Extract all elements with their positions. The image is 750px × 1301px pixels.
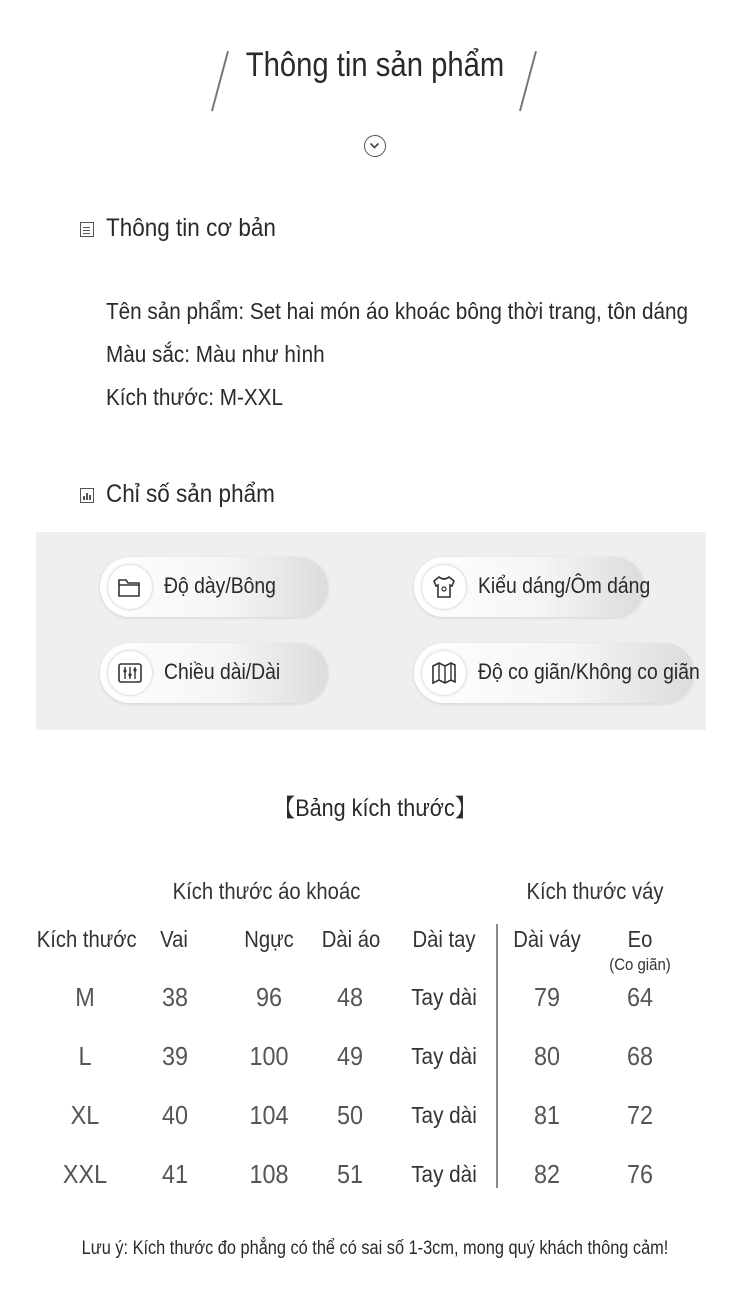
table-cell: 68 xyxy=(626,1041,654,1071)
table-cell: 49 xyxy=(336,1041,364,1071)
chevron-down-icon xyxy=(364,135,386,157)
table-cell: 72 xyxy=(626,1100,654,1130)
table-cell: 96 xyxy=(255,982,283,1012)
table-cell: 50 xyxy=(336,1100,364,1130)
waist-note: (Co giãn) xyxy=(609,955,671,974)
map-icon xyxy=(422,651,466,695)
skirt-group-heading: Kích thước váy xyxy=(526,878,664,904)
index-item-stretch xyxy=(414,643,700,703)
table-cell: 64 xyxy=(626,982,654,1012)
table-cell: 41 xyxy=(161,1159,189,1189)
table-cell: 76 xyxy=(626,1159,654,1189)
info-color: Màu sắc: Màu như hình xyxy=(106,341,325,367)
index-label: Độ dày/Bông xyxy=(164,573,276,598)
col-sleeve: Dài tay xyxy=(412,926,476,952)
table-cell: 39 xyxy=(161,1041,189,1071)
table-cell: XL xyxy=(70,1100,100,1130)
table-cell: 79 xyxy=(533,982,561,1012)
page-title: Thông tin sản phẩm xyxy=(245,46,505,84)
table-cell: 100 xyxy=(249,1041,289,1071)
table-cell: 48 xyxy=(336,982,364,1012)
table-cell: 40 xyxy=(161,1100,189,1130)
index-item-thickness xyxy=(100,557,328,617)
product-index-panel xyxy=(36,532,706,730)
table-cell: 104 xyxy=(249,1100,289,1130)
folder-icon xyxy=(108,565,152,609)
index-item-fit xyxy=(414,557,651,617)
col-size: Kích thước xyxy=(36,926,137,952)
info-product-name: Tên sản phẩm: Set hai món áo khoác bông thời trang, tôn dáng xyxy=(106,298,689,324)
col-chest: Ngực xyxy=(244,926,294,952)
basic-info-heading: Thông tin cơ bản xyxy=(106,214,276,242)
table-cell: M xyxy=(75,982,95,1012)
product-index-heading: Chỉ số sản phẩm xyxy=(106,480,275,508)
col-shoulder: Vai xyxy=(160,926,188,952)
index-label: Độ co giãn/Không co giãn xyxy=(478,659,700,684)
table-divider xyxy=(496,924,498,1188)
index-label: Chiều dài/Dài xyxy=(164,659,281,684)
document-icon xyxy=(80,222,94,237)
ruler-icon xyxy=(108,651,152,695)
footer-note: Lưu ý: Kích thước đo phẳng có thể có sai số 1-3cm, mong quý khách thông cảm! xyxy=(81,1238,669,1259)
table-cell: Tay dài xyxy=(411,1043,477,1069)
table-cell: Tay dài xyxy=(411,984,477,1010)
col-waist: Eo xyxy=(627,926,653,952)
shirt-icon xyxy=(422,565,466,609)
table-cell: 51 xyxy=(336,1159,364,1189)
table-cell: 80 xyxy=(533,1041,561,1071)
table-cell: L xyxy=(78,1041,92,1071)
table-cell: 81 xyxy=(533,1100,561,1130)
table-cell: 38 xyxy=(161,982,189,1012)
table-cell: Tay dài xyxy=(411,1102,477,1128)
coat-group-heading: Kích thước áo khoác xyxy=(172,878,361,904)
chart-icon xyxy=(80,488,94,503)
table-cell: 82 xyxy=(533,1159,561,1189)
col-coat-length: Dài áo xyxy=(321,926,381,952)
table-cell: XXL xyxy=(62,1159,108,1189)
table-cell: 108 xyxy=(249,1159,289,1189)
info-size: Kích thước: M-XXL xyxy=(106,384,283,410)
table-cell: Tay dài xyxy=(411,1161,477,1187)
size-chart-title: 【Bảng kích thước】 xyxy=(273,795,477,822)
col-skirt-length: Dài váy xyxy=(513,926,581,952)
index-item-length xyxy=(100,643,328,703)
index-label: Kiểu dáng/Ôm dáng xyxy=(478,573,651,598)
